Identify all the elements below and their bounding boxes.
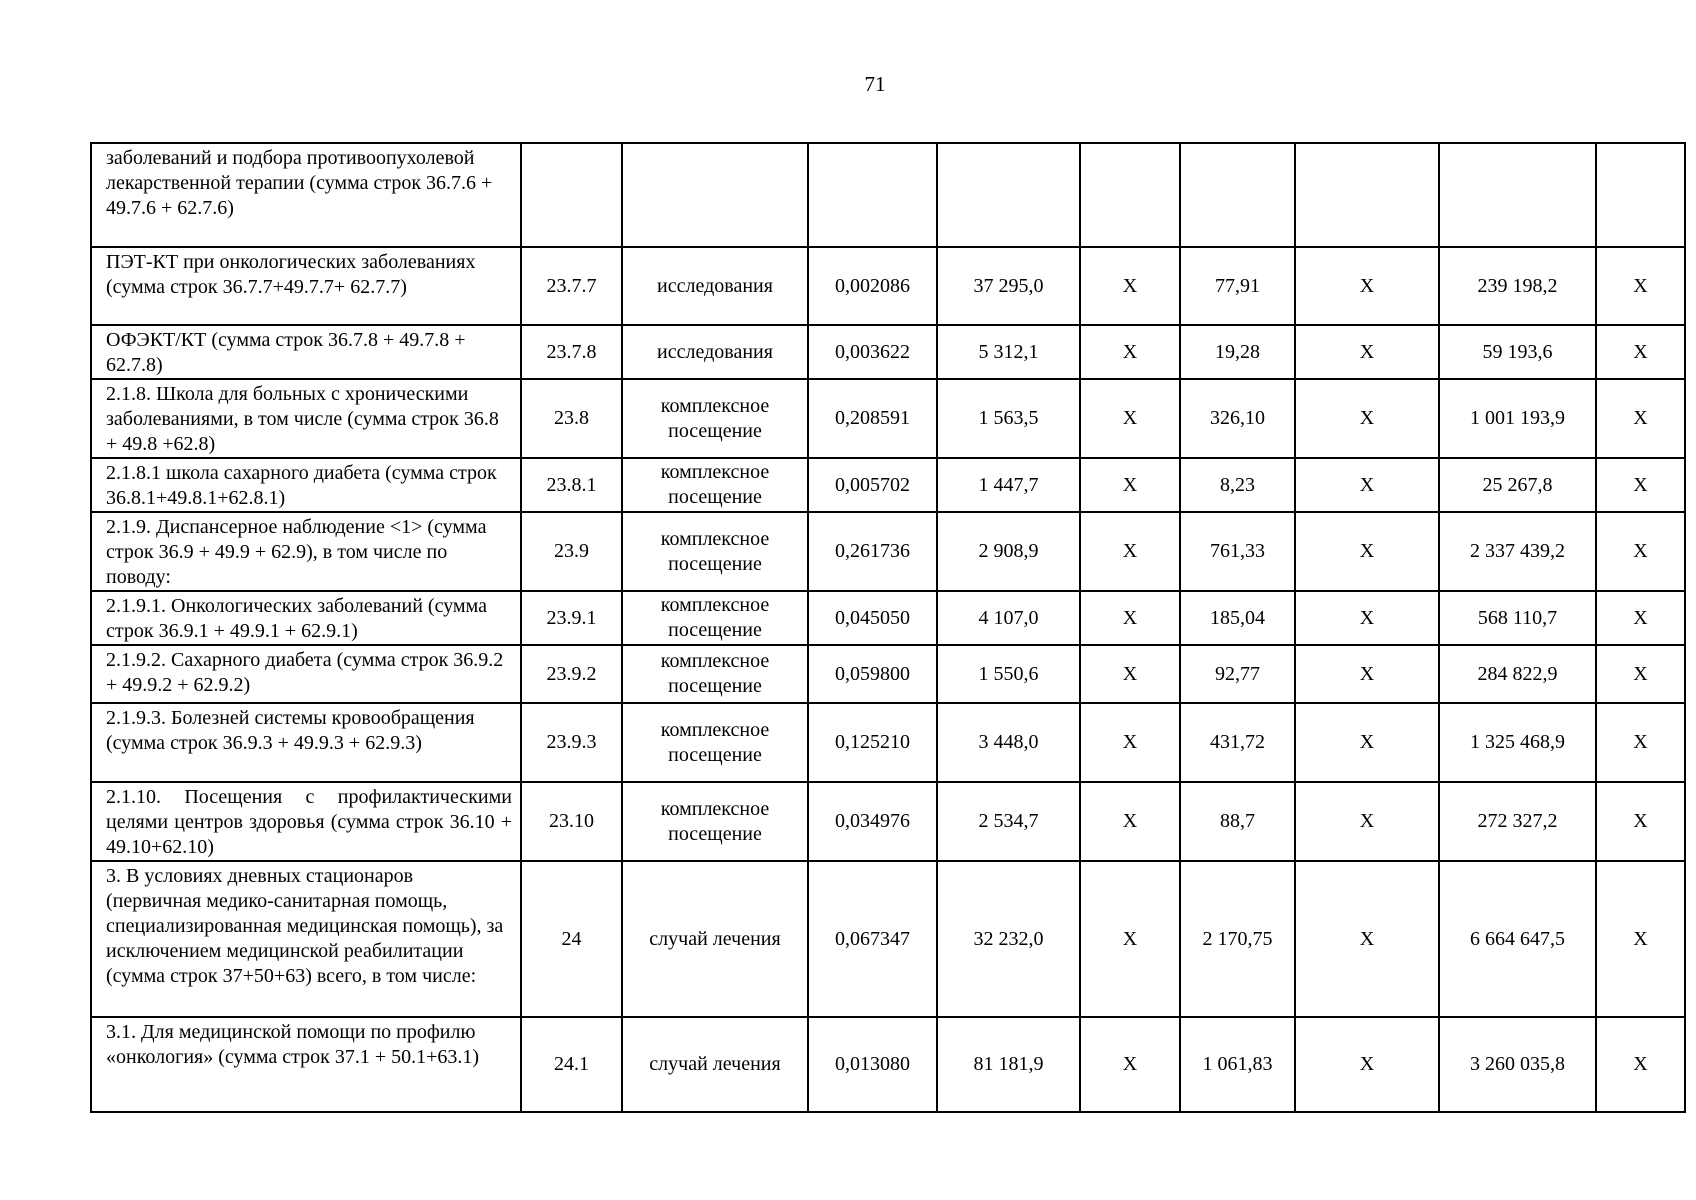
row-c10: X [1596,325,1685,379]
row-c8: X [1295,861,1439,1017]
row-cost: 1 447,7 [937,458,1080,512]
table-row [91,143,1685,247]
table-row [91,1017,1685,1112]
row-unit: исследования [622,247,808,325]
row-c8: X [1295,645,1439,703]
row-norm: 0,208591 [808,379,937,458]
row-c9: 239 198,2 [1439,247,1596,325]
row-norm: 0,059800 [808,645,937,703]
row-code: 23.8 [521,379,622,458]
row-c10: X [1596,379,1685,458]
row-name: 2.1.8.1 школа сахарного диабета (сумма строк 36.8.1+49.8.1+62.8.1) [91,458,521,512]
data-table [90,142,1686,1113]
row-name: 2.1.9. Диспансерное наблюдение <1> (сумма строк 36.9 + 49.9 + 62.9), в том числе по поводу: [91,512,521,591]
row-norm: 0,125210 [808,703,937,782]
row-c7 [1180,143,1295,247]
table-row [91,782,1685,861]
row-code: 23.10 [521,782,622,861]
row-c7: 19,28 [1180,325,1295,379]
row-c10: X [1596,645,1685,703]
row-unit: случай лечения [622,1017,808,1112]
row-c7: 8,23 [1180,458,1295,512]
row-unit: исследования [622,325,808,379]
row-norm: 0,002086 [808,247,937,325]
row-name: 2.1.8. Школа для больных с хроническими заболеваниями, в том числе (сумма строк 36.8 + 49.8 +62.8) [91,379,521,458]
row-norm: 0,013080 [808,1017,937,1112]
row-name: ОФЭКТ/КТ (сумма строк 36.7.8 + 49.7.8 + 62.7.8) [91,325,521,379]
row-c8: X [1295,782,1439,861]
row-c6: X [1080,782,1180,861]
row-c10: X [1596,861,1685,1017]
row-c7: 77,91 [1180,247,1295,325]
row-code: 23.7.8 [521,325,622,379]
row-c8: X [1295,458,1439,512]
row-c7: 431,72 [1180,703,1295,782]
row-name: 2.1.9.1. Онкологических заболеваний (сумма строк 36.9.1 + 49.9.1 + 62.9.1) [91,591,521,645]
row-c8: X [1295,512,1439,591]
row-norm: 0,034976 [808,782,937,861]
row-cost: 2 534,7 [937,782,1080,861]
table-row [91,591,1685,645]
row-unit: комплексное посещение [622,512,808,591]
row-c10: X [1596,1017,1685,1112]
row-cost: 4 107,0 [937,591,1080,645]
row-c9: 25 267,8 [1439,458,1596,512]
row-code: 23.9.3 [521,703,622,782]
row-name: ПЭТ-КТ при онкологических заболеваниях (сумма строк 36.7.7+49.7.7+ 62.7.7) [91,247,521,325]
row-name: 3. В условиях дневных стационаров (первичная медико-санитарная помощь, специализированная медицинская помощь), за исключением медицинской реабилитации (сумма строк 37+50+63) всего, в том числе: [91,861,521,1017]
row-c6: X [1080,861,1180,1017]
row-c7: 2 170,75 [1180,861,1295,1017]
row-c9 [1439,143,1596,247]
table-row [91,325,1685,379]
row-c9: 1 325 468,9 [1439,703,1596,782]
row-unit: случай лечения [622,861,808,1017]
row-unit: комплексное посещение [622,458,808,512]
row-norm: 0,045050 [808,591,937,645]
row-code: 23.9.2 [521,645,622,703]
row-code: 23.9.1 [521,591,622,645]
row-unit: комплексное посещение [622,379,808,458]
row-name: 2.1.9.3. Болезней системы кровообращения (сумма строк 36.9.3 + 49.9.3 + 62.9.3) [91,703,521,782]
row-c9: 3 260 035,8 [1439,1017,1596,1112]
row-code [521,143,622,247]
row-c9: 2 337 439,2 [1439,512,1596,591]
row-code: 23.9 [521,512,622,591]
table-row [91,247,1685,325]
row-c6: X [1080,645,1180,703]
row-unit: комплексное посещение [622,591,808,645]
row-c8: X [1295,325,1439,379]
row-c10 [1596,143,1685,247]
row-c7: 88,7 [1180,782,1295,861]
row-unit [622,143,808,247]
row-c9: 568 110,7 [1439,591,1596,645]
row-c9: 1 001 193,9 [1439,379,1596,458]
row-name: заболеваний и подбора противоопухолевой лекарственной терапии (сумма строк 36.7.6 + 49.7.6 + 62.7.6) [91,143,521,247]
row-c10: X [1596,512,1685,591]
row-c6: X [1080,1017,1180,1112]
row-cost: 81 181,9 [937,1017,1080,1112]
row-c7: 761,33 [1180,512,1295,591]
row-norm: 0,005702 [808,458,937,512]
row-norm: 0,067347 [808,861,937,1017]
row-c9: 59 193,6 [1439,325,1596,379]
row-c8: X [1295,379,1439,458]
row-unit: комплексное посещение [622,703,808,782]
row-c8: X [1295,591,1439,645]
row-c7: 1 061,83 [1180,1017,1295,1112]
row-c10: X [1596,703,1685,782]
row-c6: X [1080,458,1180,512]
row-norm: 0,261736 [808,512,937,591]
row-c8: X [1295,703,1439,782]
row-code: 24 [521,861,622,1017]
table-row [91,861,1685,1017]
row-cost: 3 448,0 [937,703,1080,782]
row-norm [808,143,937,247]
row-code: 24.1 [521,1017,622,1112]
row-c6: X [1080,512,1180,591]
row-cost: 32 232,0 [937,861,1080,1017]
row-cost [937,143,1080,247]
table-row [91,645,1685,703]
row-name: 2.1.10. Посещения с профилактическими целями центров здоровья (сумма строк 36.10 + 49.10+62.10) [91,782,521,861]
row-code: 23.8.1 [521,458,622,512]
row-c6: X [1080,379,1180,458]
row-cost: 5 312,1 [937,325,1080,379]
row-c10: X [1596,591,1685,645]
page-number: 71 [864,72,886,96]
row-norm: 0,003622 [808,325,937,379]
row-c10: X [1596,458,1685,512]
row-c7: 326,10 [1180,379,1295,458]
row-c7: 92,77 [1180,645,1295,703]
row-c6: X [1080,703,1180,782]
row-c9: 272 327,2 [1439,782,1596,861]
row-c6: X [1080,247,1180,325]
row-c9: 6 664 647,5 [1439,861,1596,1017]
row-c7: 185,04 [1180,591,1295,645]
table-row [91,703,1685,782]
table-row [91,512,1685,591]
table-row [91,379,1685,458]
row-c6: X [1080,325,1180,379]
row-cost: 2 908,9 [937,512,1080,591]
row-code: 23.7.7 [521,247,622,325]
row-name: 3.1. Для медицинской помощи по профилю «онкология» (сумма строк 37.1 + 50.1+63.1) [91,1017,521,1112]
row-c8 [1295,143,1439,247]
row-c9: 284 822,9 [1439,645,1596,703]
table-row [91,458,1685,512]
row-unit: комплексное посещение [622,645,808,703]
row-name: 2.1.9.2. Сахарного диабета (сумма строк 36.9.2 + 49.9.2 + 62.9.2) [91,645,521,703]
row-c8: X [1295,1017,1439,1112]
row-c8: X [1295,247,1439,325]
row-unit: комплексное посещение [622,782,808,861]
row-cost: 1 563,5 [937,379,1080,458]
row-c6: X [1080,591,1180,645]
row-cost: 37 295,0 [937,247,1080,325]
row-cost: 1 550,6 [937,645,1080,703]
row-c6 [1080,143,1180,247]
row-c10: X [1596,247,1685,325]
row-c10: X [1596,782,1685,861]
